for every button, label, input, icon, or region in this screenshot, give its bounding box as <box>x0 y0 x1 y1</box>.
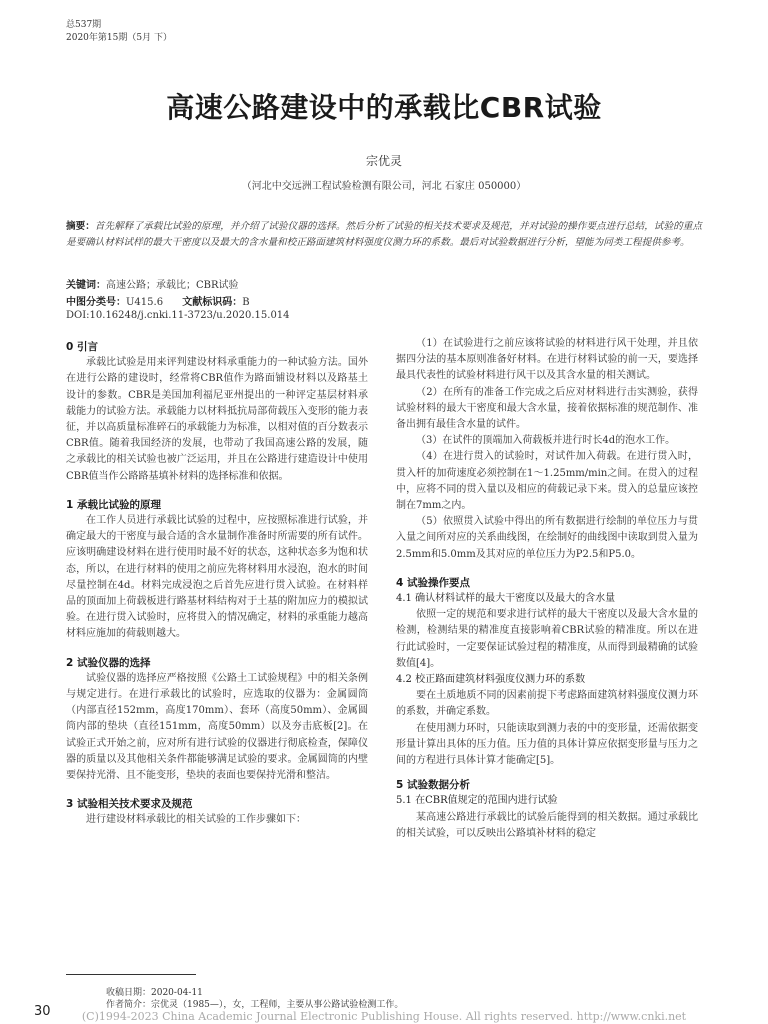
received-date: 收稿日期：2020-04-11 <box>106 988 203 998</box>
section-heading: 3 试验相关技术要求及规范 <box>66 798 193 811</box>
paragraph: 要在土质地质不同的因素前提下考虑路面建筑材料强度仪测力环的系数，并确定系数。 <box>396 690 698 718</box>
copyright-watermark: (C)1994-2023 China Academic Journal Electronic Publishing House. All rights reserved. http://www.cnki.net <box>81 1010 687 1023</box>
paragraph: 依照一定的规范和要求进行试样的最大干密度以及最大含水量的检测，检测结果的精准度直接影响着CBR试验的精准度。所以在进行此试验时，一定要保证试验过程的精准度，从而得到最精确的试验数值[4]。 <box>396 609 698 669</box>
paragraph: 承载比试验是用来评判建设材料承重能力的一种试验方法。国外在进行公路的建设时，经常将CBR值作为路面铺设材料以及路基土设计的参数。CBR是美国加利福尼亚州提出的一种评定基层材料承载能力的试验方法。承载能力以材料抵抗局部荷载压入变形的能力表征，并以高质量标准碎石的承载能力为标准，以相对值的百分数表示CBR值。随着我国经济的发展，也带动了我国高速公路的发展，随之承载比的相关试验也被广泛运用，并且在公路进行建造设计中使用CBR值当作公路路基填补材料的选择标准和依据。 <box>66 357 368 482</box>
subsection-heading: 4.1 确认材料试样的最大干密度以及最大的含水量 <box>396 593 616 605</box>
paragraph: 在使用测力环时，只能读取到测力表的中的变形量，还需依据变形量计算出具体的压力值。压力值的具体计算应依据变形量与压力之间的方程进行具体计算才能确定[5]。 <box>396 722 698 767</box>
issue-line: 2020年第15期（5月 下） <box>66 33 172 43</box>
abstract-text: 首先解释了承载比试验的原理，并介绍了试验仪器的选择。然后分析了试验的相关技术要求及规范，并对试验的操作要点进行总结，试验的重点是要确认材料试样的最大干密度以及最大的含水量和校正路面建筑材料强度仪测力环的系数。最后对试验数据进行分析，望能为同类工程提供参考。 <box>66 221 703 248</box>
abstract <box>66 219 702 251</box>
paragraph: （1）在试验进行之前应该将试验的材料进行风干处理，并且依据四分法的基本原则准备好材料。在进行材料试验的前一天，要选择最具代表性的试验材料进行风干以及其含水量的相关测试。 <box>396 338 698 382</box>
left-column <box>66 339 368 829</box>
paragraph: （3）在试件的顶端加入荷载板并进行时长4d的泡水工作。 <box>416 435 676 447</box>
section-heading: 1 承载比试验的原理 <box>66 498 161 511</box>
issue-total: 总537期 <box>66 20 102 30</box>
section-heading: 0 引言 <box>66 341 98 353</box>
subsection-heading: 4.2 校正路面建筑材料强度仪测力环的系数 <box>396 674 586 686</box>
abstract-label: 摘要： <box>66 221 95 232</box>
subsection-heading: 5.1 在CBR值规定的范围内进行试验 <box>396 795 558 807</box>
paragraph: 试验仪器的选择应严格按照《公路土工试验规程》中的相关条例与规定进行。在进行承载比的试验时，应选取的仪器为：金属圆筒（内部直径152mm，高度170mm）、套环（高度50mm）、金属圆筒内部的垫块（直径151mm，高度50mm）以及夯击底板[2]。在试验正式开始之前，应对所有进行试验的仪器进行彻底检查，保障仪器的质量以及其他相关条件都能够满足试验的要求。金属圆筒的内壁要保持光滑、且不能变形，垫块的表面也要保持光滑和整洁。 <box>66 672 368 782</box>
paper-title: 高速公路建设中的承载比CBR试验 <box>166 91 602 124</box>
classification-label: 中图分类号： <box>66 297 126 308</box>
paragraph: （5）依照贯入试验中得出的所有数据进行绘制的单位压力与贯入量之间所对应的关系曲线图，在绘制好的曲线图中读取到贯入量为2.5mm和5.0mm及其对应的单位压力为P2.5和P5.0。 <box>396 516 698 560</box>
keywords <box>66 276 239 291</box>
paragraph: （2）在所有的准备工作完成之后应对材料进行击实测验，获得试验材料的最大干密度和最大含水量，接着依据标准的规范制作、准备出拥有最佳含水量的试件。 <box>396 386 698 431</box>
keywords-text: 高速公路；承载比；CBR试验 <box>106 280 239 291</box>
doi: DOI:10.16248/j.cnki.11-3723/u.2020.15.014 <box>66 310 290 321</box>
classification-value: U415.6 <box>126 297 164 308</box>
doc-code-value: B <box>242 297 250 308</box>
keywords-label: 关键词： <box>66 280 106 291</box>
author-info: 作者简介：宗优灵（1985—），女，工程师，主要从事公路试验检测工作。 <box>106 1000 404 1010</box>
section-heading: 2 试验仪器的选择 <box>66 656 151 669</box>
section-heading: 4 试验操作要点 <box>396 576 470 589</box>
classification <box>66 293 250 308</box>
page-number: 30 <box>34 1004 51 1019</box>
footnote-divider <box>66 974 196 975</box>
author-name: 宗优灵 <box>365 154 402 168</box>
paragraph: 在工作人员进行承载比试验的过程中，应按照标准进行试验，并确定最大的干密度与最合适的含水量制作准备时所需要的所有试件。应该明确建设材料在进行使用时最不好的状态，这种状态多为饱和状态，所以，在进行材料的使用之前应先将材料用水浸泡，泡水的时间尽量控制在4d。材料完成浸泡之后首先应进行贯入试验。在材料样品的顶面加上荷载板进行路基材料结构对于土基的附加应力的模拟试验。在进行贯入试验时，应将贯入的情况确定，材料的承重能力越高材料应施加的荷载则越大。 <box>66 515 368 640</box>
right-column <box>396 336 698 842</box>
paragraph: 进行建设材料承载比的相关试验的工作步骤如下： <box>86 814 306 826</box>
affiliation: （河北中交远洲工程试验检测有限公司，河北 石家庄 050000） <box>241 181 527 192</box>
doc-code-label: 文献标识码： <box>182 297 243 308</box>
paragraph: （4）在进行贯入的试验时，对试件加入荷载。在进行贯入时，贯入杆的加荷速度必须控制在1～1.25mm/min之间。在贯入的过程中，应将不同的贯入量以及相应的荷载记录下来。贯入的总量应该控制在7mm之内。 <box>396 451 698 512</box>
paragraph: 某高速公路进行承载比的试验后能得到的相关数据。通过承载比的相关试验，可以反映出公路填补材料的稳定 <box>396 811 698 839</box>
section-heading: 5 试验数据分析 <box>396 779 470 792</box>
